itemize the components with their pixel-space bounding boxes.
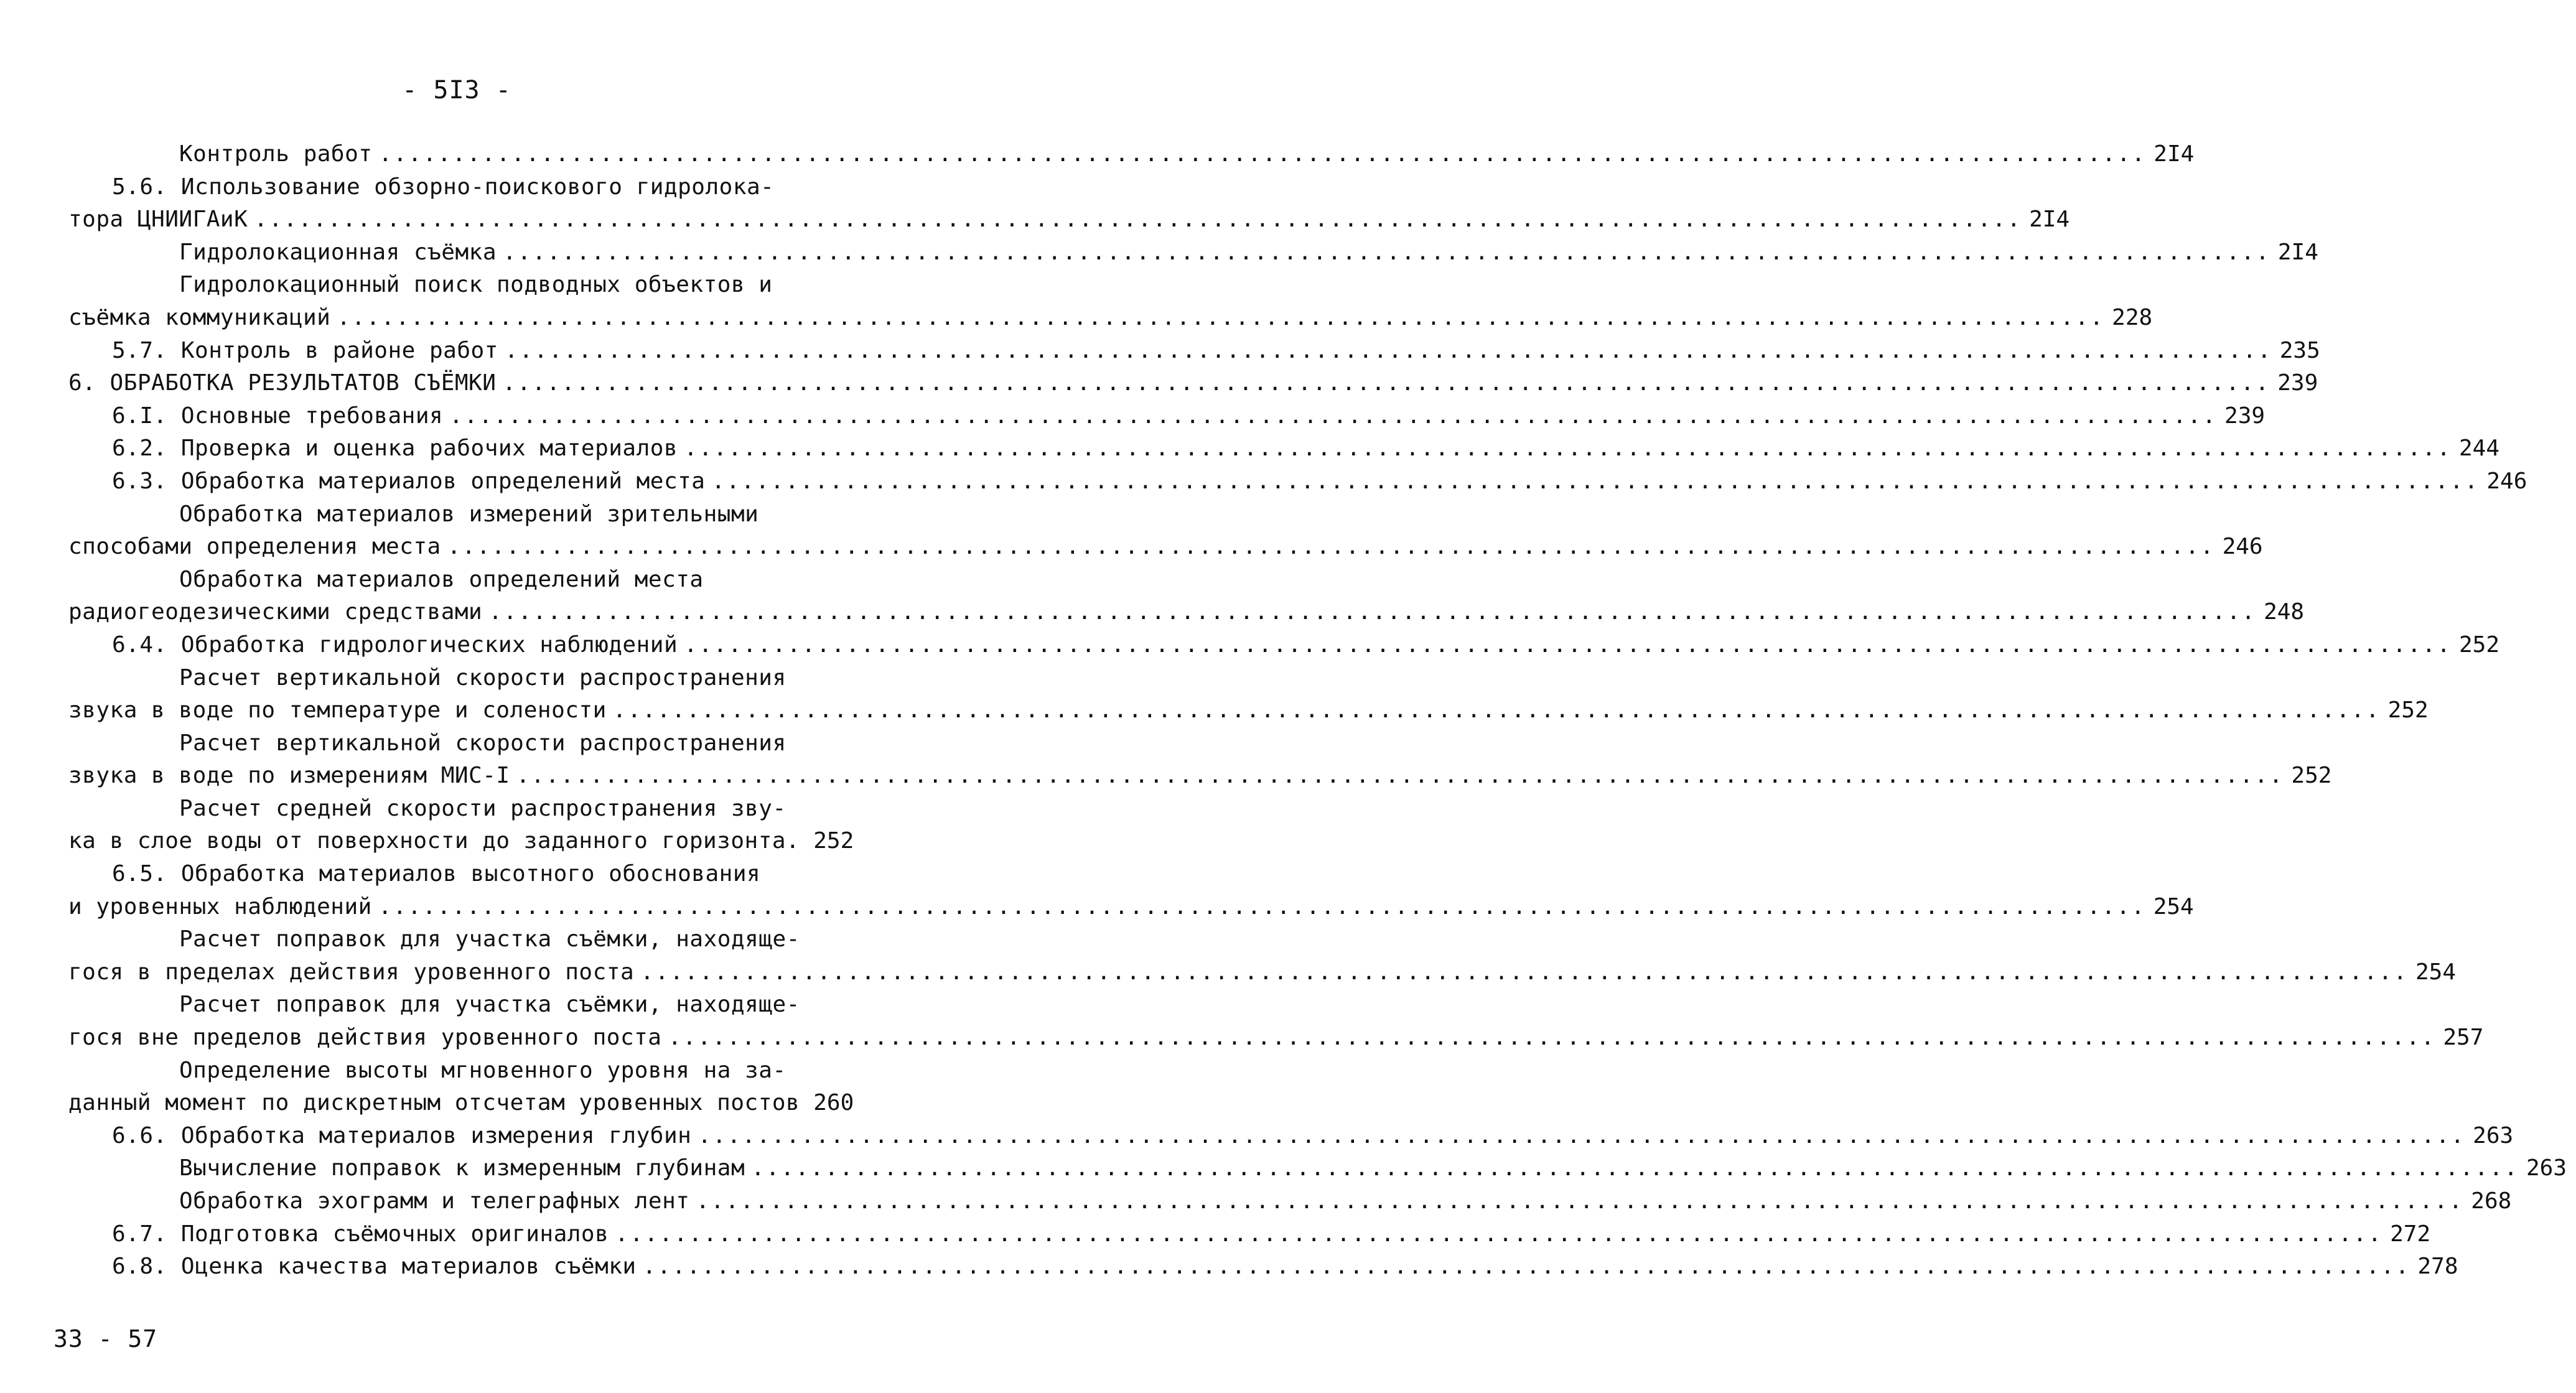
toc-entry-title: Расчет средней скорости распространения зву- — [179, 795, 786, 821]
table-of-contents — [68, 138, 2567, 1284]
toc-entry-title: 6.4. Обработка гидрологических наблюдений — [112, 631, 678, 658]
toc-entry-page: 252 — [2291, 763, 2332, 789]
toc-entry — [68, 335, 2320, 368]
toc-entry-title: данный момент по дискретным отсчетам уровенных постов — [68, 1090, 800, 1116]
toc-entry-page: 278 — [2417, 1254, 2458, 1280]
toc-entry-page: 252 — [2387, 697, 2429, 724]
toc-entry — [68, 662, 840, 695]
toc-entry-leader: ........................................................................................................................ — [449, 403, 2218, 429]
toc-entry-title: звука в воде по температуре и солености — [68, 697, 607, 724]
toc-entry-leader: ........................................................................................................................ — [640, 959, 2408, 985]
toc-entry-title: гося в пределах действия уровенного поста — [68, 959, 635, 985]
toc-entry — [68, 1185, 2512, 1218]
toc-entry — [68, 302, 2153, 335]
toc-entry — [68, 1022, 2484, 1055]
toc-entry — [68, 1120, 2514, 1153]
toc-entry — [68, 956, 2457, 989]
toc-entry-leader: ........................................................................................................................ — [378, 141, 2147, 167]
toc-entry-page: 239 — [2277, 370, 2318, 396]
toc-entry-leader: ........................................................................................................................ — [378, 893, 2146, 920]
toc-entry-title: 6.I. Основные требования — [112, 403, 444, 429]
toc-entry — [68, 1087, 854, 1120]
toc-entry — [68, 760, 2332, 793]
toc-entry-leader: ........................................................................................................................ — [751, 1155, 2519, 1181]
toc-entry-page: 263 — [2526, 1155, 2567, 1181]
toc-entry-page: 257 — [2443, 1025, 2484, 1051]
toc-entry — [68, 367, 2318, 400]
toc-entry-page: 2I4 — [2029, 207, 2070, 233]
toc-entry — [68, 171, 840, 204]
toc-entry-leader: ........................................................................................................................ — [337, 304, 2105, 330]
toc-entry — [68, 891, 2194, 924]
toc-entry-title: съёмка коммуникаций — [68, 304, 331, 330]
toc-entry-leader: ........................................................................................................................ — [516, 763, 2284, 789]
toc-entry-leader: ........................................................................................................................ — [684, 436, 2452, 462]
toc-entry — [68, 858, 840, 891]
toc-entry-page: 254 — [2415, 959, 2457, 985]
toc-entry-leader: ........................................................................................................................ — [711, 468, 2480, 494]
toc-entry-title: 6.5. Обработка материалов высотного обоснования — [112, 861, 761, 887]
toc-entry-page: 248 — [2264, 599, 2305, 625]
toc-entry-leader: ........................................................................................................................ — [502, 370, 2270, 396]
toc-entry-title: Гидролокационная съёмка — [179, 239, 497, 265]
toc-entry — [68, 564, 840, 597]
toc-entry-title: 6.3. Обработка материалов определений места — [112, 468, 706, 494]
toc-entry-title: 6.6. Обработка материалов измерения глубин — [112, 1122, 692, 1148]
toc-entry-title: и уровенных наблюдений — [68, 893, 372, 920]
toc-entry-title: Контроль работ — [179, 141, 373, 167]
toc-entry — [68, 1152, 2567, 1185]
toc-entry — [68, 629, 2500, 662]
toc-entry-title: Расчет поправок для участка съёмки, находяще- — [179, 992, 800, 1018]
toc-entry-page: 2I4 — [2277, 239, 2318, 265]
toc-entry — [68, 923, 840, 956]
toc-entry-title: Обработка эхограмм и телеграфных лент — [179, 1188, 690, 1214]
toc-entry-leader: ........................................................................................................................ — [668, 1025, 2436, 1051]
toc-entry-page: 263 — [2473, 1122, 2514, 1148]
toc-entry — [68, 727, 840, 760]
toc-entry-leader: ........................................................................................................................ — [504, 337, 2272, 363]
toc-entry — [68, 203, 2070, 236]
toc-entry-title: Расчет вертикальной скорости распространения — [179, 730, 786, 756]
toc-entry — [68, 498, 840, 531]
toc-entry-leader: ........................................................................................................................ — [698, 1122, 2466, 1148]
toc-entry-title: Расчет поправок для участка съёмки, находяще- — [179, 926, 800, 953]
toc-entry-title: Расчет вертикальной скорости распространения — [179, 664, 786, 691]
toc-entry-title: радиогеодезическими средствами — [68, 599, 483, 625]
toc-entry — [68, 793, 840, 826]
toc-entry-title: 5.7. Контроль в районе работ — [112, 337, 498, 363]
toc-entry — [68, 465, 2527, 498]
toc-entry-title: гося вне пределов действия уровенного поста — [68, 1025, 662, 1051]
toc-entry-page: 2I4 — [2154, 141, 2195, 167]
toc-entry-leader: ........................................................................................................................ — [447, 534, 2215, 560]
toc-entry-leader: ........................................................................................................................ — [642, 1254, 2410, 1280]
toc-entry-page: 260 — [813, 1090, 854, 1116]
toc-entry-leader: ........................................................................................................................ — [488, 599, 2257, 625]
toc-entry-title: Обработка материалов определений места — [179, 566, 704, 592]
toc-entry-title: Определение высоты мгновенного уровня на за- — [179, 1057, 786, 1083]
toc-entry-title: ка в слое воды от поверхности до заданного горизонта. — [68, 828, 800, 854]
toc-entry-page: 235 — [2279, 337, 2320, 363]
toc-entry — [68, 596, 2305, 629]
toc-entry — [68, 432, 2500, 465]
toc-entry-page: 252 — [813, 828, 854, 854]
toc-entry-leader: ........................................................................................................................ — [684, 631, 2452, 658]
toc-entry — [68, 269, 840, 302]
sheet-signature: 33 - 57 — [54, 1325, 158, 1353]
toc-entry — [68, 531, 2263, 564]
toc-entry-page: 252 — [2459, 631, 2500, 658]
toc-entry-title: звука в воде по измерениям МИС-I — [68, 763, 510, 789]
toc-entry-title: Гидролокационный поиск подводных объектов и — [179, 272, 773, 298]
toc-entry-page: 268 — [2471, 1188, 2512, 1214]
toc-entry-page: 246 — [2486, 468, 2527, 494]
toc-entry — [68, 236, 2318, 269]
toc-entry — [68, 1218, 2431, 1251]
toc-entry-leader: ........................................................................................................................ — [503, 239, 2270, 265]
toc-entry-title: 6.8. Оценка качества материалов съёмки — [112, 1254, 637, 1280]
toc-entry-page: 272 — [2390, 1221, 2431, 1247]
toc-entry-title: 5.6. Использование обзорно-поискового гидролока- — [112, 174, 775, 200]
toc-entry — [68, 694, 2429, 727]
page-number: - 5I3 - — [402, 76, 511, 105]
toc-entry-title: Обработка материалов измерений зрительными — [179, 501, 759, 527]
toc-entry-leader: ........................................................................................................................ — [696, 1188, 2464, 1214]
toc-entry-title: 6.2. Проверка и оценка рабочих материалов — [112, 436, 678, 462]
toc-entry — [68, 138, 2195, 171]
toc-entry — [68, 400, 2266, 433]
toc-entry-page: 254 — [2153, 893, 2194, 920]
toc-entry — [68, 825, 854, 858]
toc-entry-leader: ........................................................................................................................ — [254, 207, 2022, 233]
toc-entry-page: 228 — [2112, 304, 2153, 330]
toc-entry-title: 6.7. Подготовка съёмочных оригиналов — [112, 1221, 609, 1247]
toc-entry-page: 244 — [2459, 436, 2500, 462]
toc-entry — [68, 989, 840, 1022]
toc-entry — [68, 1055, 840, 1088]
toc-entry-leader: ........................................................................................................................ — [615, 1221, 2383, 1247]
toc-entry-page: 239 — [2224, 403, 2266, 429]
toc-entry-title: способами определения места — [68, 534, 441, 560]
toc-entry — [68, 1251, 2458, 1284]
toc-entry-leader: ........................................................................................................................ — [612, 697, 2381, 724]
toc-entry-page: 246 — [2222, 534, 2263, 560]
toc-entry-title: Вычисление поправок к измеренным глубинам — [179, 1155, 745, 1181]
toc-entry-title: 6. ОБРАБОТКА РЕЗУЛЬТАТОВ СЪЁМКИ — [68, 370, 497, 396]
toc-entry-title: тора ЦНИИГАиК — [68, 207, 248, 233]
